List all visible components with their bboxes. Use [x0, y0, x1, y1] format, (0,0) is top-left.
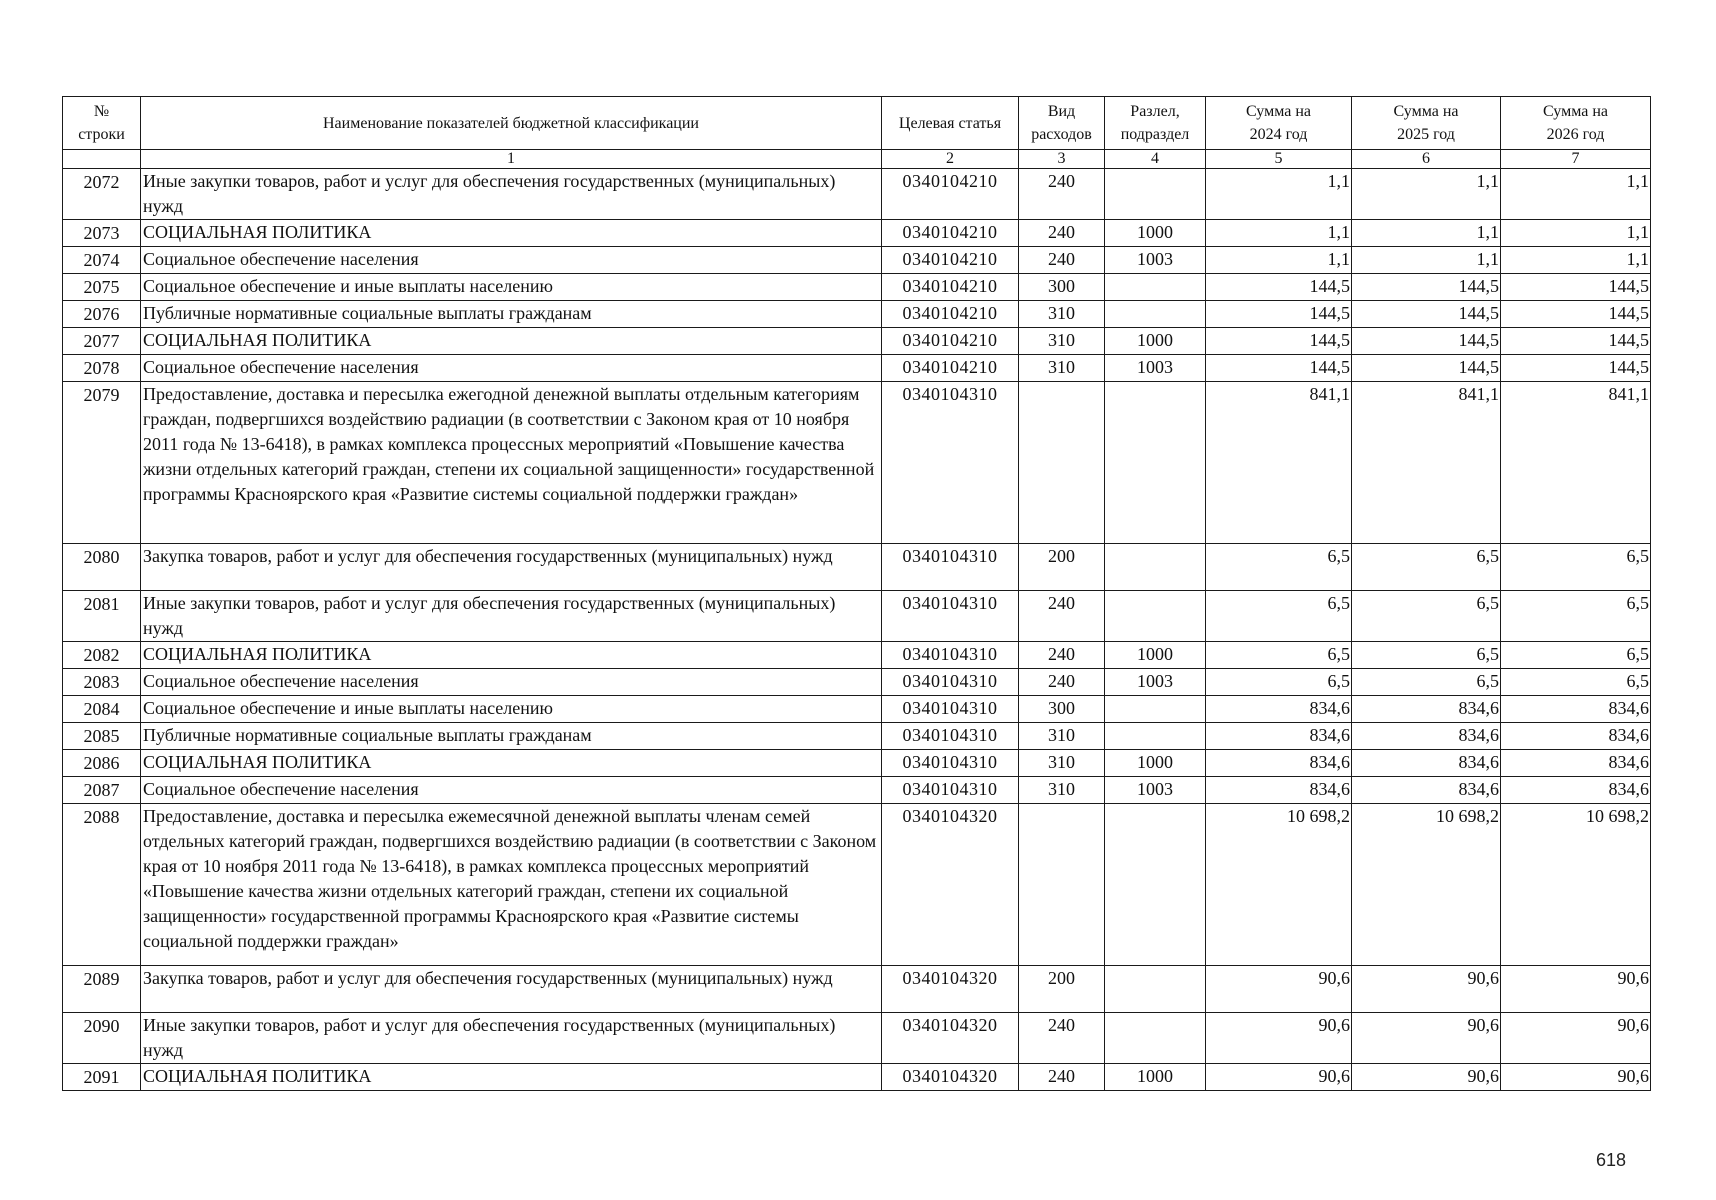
- column-number: 7: [1501, 150, 1651, 169]
- row-number-cell: 2077: [63, 328, 141, 355]
- target-article-cell: 0340104310: [882, 591, 1019, 642]
- expense-type-cell: 240: [1019, 669, 1105, 696]
- target-article-cell: 0340104310: [882, 777, 1019, 804]
- table-row: [63, 328, 1651, 355]
- sum-2026-cell: 834,6: [1501, 723, 1651, 750]
- sum-2025-cell: 6,5: [1352, 591, 1501, 642]
- sum-2025-cell: 834,6: [1352, 750, 1501, 777]
- indicator-name-cell: СОЦИАЛЬНАЯ ПОЛИТИКА: [141, 642, 882, 669]
- row-number-cell: 2088: [63, 804, 141, 966]
- sum-2024-cell: 144,5: [1206, 274, 1352, 301]
- sum-2026-cell: 144,5: [1501, 328, 1651, 355]
- target-article-cell: 0340104310: [882, 669, 1019, 696]
- column-number: 2: [882, 150, 1019, 169]
- row-number-cell: 2079: [63, 382, 141, 544]
- table-row: [63, 274, 1651, 301]
- expense-type-cell: 310: [1019, 355, 1105, 382]
- table-row: [63, 544, 1651, 591]
- indicator-name-cell: Социальное обеспечение и иные выплаты населению: [141, 274, 882, 301]
- table-row: [63, 669, 1651, 696]
- header-row-number-line2: строки: [78, 126, 125, 143]
- header-sum-2024: [1206, 97, 1352, 150]
- header-row: [63, 97, 1651, 150]
- target-article-cell: 0340104210: [882, 169, 1019, 220]
- header-name: Наименование показателей бюджетной классификации: [141, 97, 882, 150]
- table-body: [63, 169, 1651, 1091]
- sum-2024-cell: 1,1: [1206, 220, 1352, 247]
- indicator-name-cell: СОЦИАЛЬНАЯ ПОЛИТИКА: [141, 750, 882, 777]
- sum-2025-cell: 6,5: [1352, 669, 1501, 696]
- column-number: 4: [1105, 150, 1206, 169]
- sum-2024-cell: 6,5: [1206, 642, 1352, 669]
- header-section: [1105, 97, 1206, 150]
- table-row: [63, 750, 1651, 777]
- sum-2024-cell: 6,5: [1206, 544, 1352, 591]
- expense-type-cell: [1019, 382, 1105, 544]
- sum-2024-cell: 144,5: [1206, 301, 1352, 328]
- sum-2026-cell: 144,5: [1501, 355, 1651, 382]
- section-cell: [1105, 1013, 1206, 1064]
- row-number-cell: 2083: [63, 669, 141, 696]
- row-number-cell: 2080: [63, 544, 141, 591]
- table-row: [63, 591, 1651, 642]
- expense-type-cell: 240: [1019, 591, 1105, 642]
- page-number: 618: [1596, 1150, 1627, 1170]
- row-number-cell: 2081: [63, 591, 141, 642]
- target-article-cell: 0340104310: [882, 642, 1019, 669]
- section-cell: 1003: [1105, 777, 1206, 804]
- table-row: [63, 642, 1651, 669]
- sum-2025-cell: 144,5: [1352, 355, 1501, 382]
- sum-2024-cell: 90,6: [1206, 966, 1352, 1013]
- sum-2026-cell: 6,5: [1501, 642, 1651, 669]
- table-row: [63, 804, 1651, 966]
- section-cell: 1003: [1105, 247, 1206, 274]
- row-number-cell: 2087: [63, 777, 141, 804]
- row-number-cell: 2082: [63, 642, 141, 669]
- target-article-cell: 0340104210: [882, 301, 1019, 328]
- column-number: 5: [1206, 150, 1352, 169]
- indicator-name-cell: Социальное обеспечение населения: [141, 777, 882, 804]
- header-sum-2024-line2: 2024 год: [1249, 126, 1308, 143]
- expense-type-cell: 310: [1019, 777, 1105, 804]
- sum-2025-cell: 144,5: [1352, 274, 1501, 301]
- header-sum-2025-line2: 2025 год: [1397, 126, 1455, 143]
- indicator-name-cell: Закупка товаров, работ и услуг для обеспечения государственных (муниципальных) нужд: [141, 544, 882, 591]
- table-row: [63, 1013, 1651, 1064]
- section-cell: [1105, 274, 1206, 301]
- sum-2024-cell: 1,1: [1206, 247, 1352, 274]
- sum-2024-cell: 6,5: [1206, 591, 1352, 642]
- expense-type-cell: 240: [1019, 247, 1105, 274]
- sum-2026-cell: 90,6: [1501, 1013, 1651, 1064]
- target-article-cell: 0340104310: [882, 723, 1019, 750]
- target-article-cell: 0340104210: [882, 220, 1019, 247]
- section-cell: 1000: [1105, 750, 1206, 777]
- sum-2026-cell: 834,6: [1501, 777, 1651, 804]
- row-number-cell: 2072: [63, 169, 141, 220]
- sum-2025-cell: 1,1: [1352, 247, 1501, 274]
- header-sum-2025-line1: Сумма на: [1393, 103, 1459, 120]
- sum-2024-cell: 1,1: [1206, 169, 1352, 220]
- sum-2024-cell: 834,6: [1206, 723, 1352, 750]
- sum-2024-cell: 10 698,2: [1206, 804, 1352, 966]
- budget-table: [62, 96, 1651, 1091]
- indicator-name-cell: Публичные нормативные социальные выплаты гражданам: [141, 723, 882, 750]
- sum-2024-cell: 90,6: [1206, 1013, 1352, 1064]
- sum-2025-cell: 144,5: [1352, 301, 1501, 328]
- expense-type-cell: [1019, 804, 1105, 966]
- column-number: 1: [141, 150, 882, 169]
- indicator-name-cell: Предоставление, доставка и пересылка ежемесячной денежной выплаты членам семей отдельных категорий граждан, подвергшихся воздействию радиации (в соответствии с Законом края от 10 ноября 2011 года № 13-6418), в рамках комплекса процессных мероприятий «Повышение качества жизни отдельных категорий граждан, степени их социальной защищенности» государственной программы Красноярского края «Развитие системы социальной поддержки граждан»: [141, 804, 882, 966]
- row-number-cell: 2085: [63, 723, 141, 750]
- indicator-name-cell: СОЦИАЛЬНАЯ ПОЛИТИКА: [141, 220, 882, 247]
- sum-2026-cell: 90,6: [1501, 1064, 1651, 1091]
- sum-2025-cell: 841,1: [1352, 382, 1501, 544]
- target-article-cell: 0340104210: [882, 274, 1019, 301]
- header-expense-type: [1019, 97, 1105, 150]
- sum-2025-cell: 6,5: [1352, 642, 1501, 669]
- table-row: [63, 301, 1651, 328]
- indicator-name-cell: Закупка товаров, работ и услуг для обеспечения государственных (муниципальных) нужд: [141, 966, 882, 1013]
- column-number: 3: [1019, 150, 1105, 169]
- section-cell: 1000: [1105, 1064, 1206, 1091]
- table-row: [63, 723, 1651, 750]
- expense-type-cell: 300: [1019, 274, 1105, 301]
- sum-2025-cell: 10 698,2: [1352, 804, 1501, 966]
- indicator-name-cell: СОЦИАЛЬНАЯ ПОЛИТИКА: [141, 1064, 882, 1091]
- section-cell: 1000: [1105, 220, 1206, 247]
- expense-type-cell: 240: [1019, 220, 1105, 247]
- sum-2026-cell: 1,1: [1501, 247, 1651, 274]
- target-article-cell: 0340104320: [882, 966, 1019, 1013]
- indicator-name-cell: Социальное обеспечение и иные выплаты населению: [141, 696, 882, 723]
- row-number-cell: 2075: [63, 274, 141, 301]
- target-article-cell: 0340104320: [882, 804, 1019, 966]
- table-row: [63, 382, 1651, 544]
- section-cell: [1105, 544, 1206, 591]
- header-expense-type-line1: Вид: [1047, 103, 1076, 120]
- table-row: [63, 966, 1651, 1013]
- sum-2024-cell: 834,6: [1206, 777, 1352, 804]
- sum-2024-cell: 834,6: [1206, 696, 1352, 723]
- header-row-number: [63, 97, 141, 150]
- row-number-cell: 2086: [63, 750, 141, 777]
- section-cell: 1003: [1105, 669, 1206, 696]
- table-row: [63, 355, 1651, 382]
- expense-type-cell: 310: [1019, 301, 1105, 328]
- row-number-cell: 2076: [63, 301, 141, 328]
- column-number: [63, 150, 141, 169]
- sum-2026-cell: 10 698,2: [1501, 804, 1651, 966]
- sum-2025-cell: 90,6: [1352, 966, 1501, 1013]
- target-article-cell: 0340104210: [882, 247, 1019, 274]
- sum-2026-cell: 834,6: [1501, 750, 1651, 777]
- header-row-number-line1: №: [93, 103, 110, 120]
- expense-type-cell: 200: [1019, 544, 1105, 591]
- header-sum-2025: [1352, 97, 1501, 150]
- table-row: [63, 220, 1651, 247]
- section-cell: [1105, 169, 1206, 220]
- sum-2026-cell: 144,5: [1501, 274, 1651, 301]
- sum-2024-cell: 144,5: [1206, 355, 1352, 382]
- target-article-cell: 0340104210: [882, 328, 1019, 355]
- section-cell: 1003: [1105, 355, 1206, 382]
- indicator-name-cell: Иные закупки товаров, работ и услуг для обеспечения государственных (муниципальных) нужд: [141, 169, 882, 220]
- sum-2024-cell: 834,6: [1206, 750, 1352, 777]
- sum-2025-cell: 1,1: [1352, 169, 1501, 220]
- indicator-name-cell: Предоставление, доставка и пересылка ежегодной денежной выплаты отдельным категориям граждан, подвергшихся воздействию радиации (в соответствии с Законом края от 10 ноября 2011 года № 13-6418), в рамках комплекса процессных мероприятий «Повышение качества жизни отдельных категорий граждан, степени их социальной защищенности» государственной программы Красноярского края «Развитие системы социальной поддержки граждан»: [141, 382, 882, 544]
- indicator-name-cell: Публичные нормативные социальные выплаты гражданам: [141, 301, 882, 328]
- sum-2025-cell: 90,6: [1352, 1064, 1501, 1091]
- header-section-line2: подраздел: [1120, 126, 1190, 143]
- expense-type-cell: 310: [1019, 328, 1105, 355]
- row-number-cell: 2078: [63, 355, 141, 382]
- sum-2026-cell: 834,6: [1501, 696, 1651, 723]
- sum-2025-cell: 834,6: [1352, 723, 1501, 750]
- target-article-cell: 0340104310: [882, 750, 1019, 777]
- sum-2025-cell: 834,6: [1352, 777, 1501, 804]
- sum-2025-cell: 834,6: [1352, 696, 1501, 723]
- table-row: [63, 1064, 1651, 1091]
- header-section-line1: Разлел,: [1130, 103, 1180, 120]
- section-cell: 1000: [1105, 328, 1206, 355]
- sum-2026-cell: 1,1: [1501, 169, 1651, 220]
- row-number-cell: 2089: [63, 966, 141, 1013]
- sum-2026-cell: 90,6: [1501, 966, 1651, 1013]
- sum-2025-cell: 6,5: [1352, 544, 1501, 591]
- indicator-name-cell: СОЦИАЛЬНАЯ ПОЛИТИКА: [141, 328, 882, 355]
- sum-2026-cell: 6,5: [1501, 544, 1651, 591]
- row-number-cell: 2073: [63, 220, 141, 247]
- section-cell: [1105, 804, 1206, 966]
- section-cell: [1105, 696, 1206, 723]
- sum-2025-cell: 90,6: [1352, 1013, 1501, 1064]
- row-number-cell: 2091: [63, 1064, 141, 1091]
- target-article-cell: 0340104320: [882, 1064, 1019, 1091]
- indicator-name-cell: Социальное обеспечение населения: [141, 355, 882, 382]
- indicator-name-cell: Социальное обеспечение населения: [141, 247, 882, 274]
- sum-2025-cell: 1,1: [1352, 220, 1501, 247]
- row-number-cell: 2084: [63, 696, 141, 723]
- expense-type-cell: 240: [1019, 1013, 1105, 1064]
- expense-type-cell: 240: [1019, 169, 1105, 220]
- header-sum-2024-line1: Сумма на: [1246, 103, 1311, 120]
- expense-type-cell: 310: [1019, 723, 1105, 750]
- sum-2026-cell: 144,5: [1501, 301, 1651, 328]
- table-row: [63, 777, 1651, 804]
- row-number-cell: 2090: [63, 1013, 141, 1064]
- expense-type-cell: 300: [1019, 696, 1105, 723]
- section-cell: [1105, 591, 1206, 642]
- sum-2024-cell: 144,5: [1206, 328, 1352, 355]
- table-row: [63, 169, 1651, 220]
- header-expense-type-line2: расходов: [1031, 126, 1092, 143]
- sum-2024-cell: 841,1: [1206, 382, 1352, 544]
- header-sum-2026: [1501, 97, 1651, 150]
- expense-type-cell: 310: [1019, 750, 1105, 777]
- header-sum-2026-line2: 2026 год: [1546, 126, 1605, 143]
- section-cell: [1105, 301, 1206, 328]
- row-number-cell: 2074: [63, 247, 141, 274]
- column-number: 6: [1352, 150, 1501, 169]
- indicator-name-cell: Иные закупки товаров, работ и услуг для обеспечения государственных (муниципальных) нужд: [141, 591, 882, 642]
- sum-2026-cell: 6,5: [1501, 669, 1651, 696]
- header-target-article: Целевая статья: [882, 97, 1019, 150]
- section-cell: [1105, 966, 1206, 1013]
- indicator-name-cell: Иные закупки товаров, работ и услуг для обеспечения государственных (муниципальных) нужд: [141, 1013, 882, 1064]
- sum-2024-cell: 90,6: [1206, 1064, 1352, 1091]
- table-row: [63, 247, 1651, 274]
- column-number-row: [63, 150, 1651, 169]
- target-article-cell: 0340104310: [882, 696, 1019, 723]
- target-article-cell: 0340104310: [882, 382, 1019, 544]
- expense-type-cell: 240: [1019, 1064, 1105, 1091]
- sum-2025-cell: 144,5: [1352, 328, 1501, 355]
- section-cell: 1000: [1105, 642, 1206, 669]
- expense-type-cell: 240: [1019, 642, 1105, 669]
- table-row: [63, 696, 1651, 723]
- indicator-name-cell: Социальное обеспечение населения: [141, 669, 882, 696]
- table-header: [63, 97, 1651, 169]
- target-article-cell: 0340104210: [882, 355, 1019, 382]
- sum-2026-cell: 841,1: [1501, 382, 1651, 544]
- target-article-cell: 0340104320: [882, 1013, 1019, 1064]
- sum-2024-cell: 6,5: [1206, 669, 1352, 696]
- section-cell: [1105, 723, 1206, 750]
- expense-type-cell: 200: [1019, 966, 1105, 1013]
- header-sum-2026-line1: Сумма на: [1543, 103, 1608, 120]
- target-article-cell: 0340104310: [882, 544, 1019, 591]
- sum-2026-cell: 1,1: [1501, 220, 1651, 247]
- sum-2026-cell: 6,5: [1501, 591, 1651, 642]
- section-cell: [1105, 382, 1206, 544]
